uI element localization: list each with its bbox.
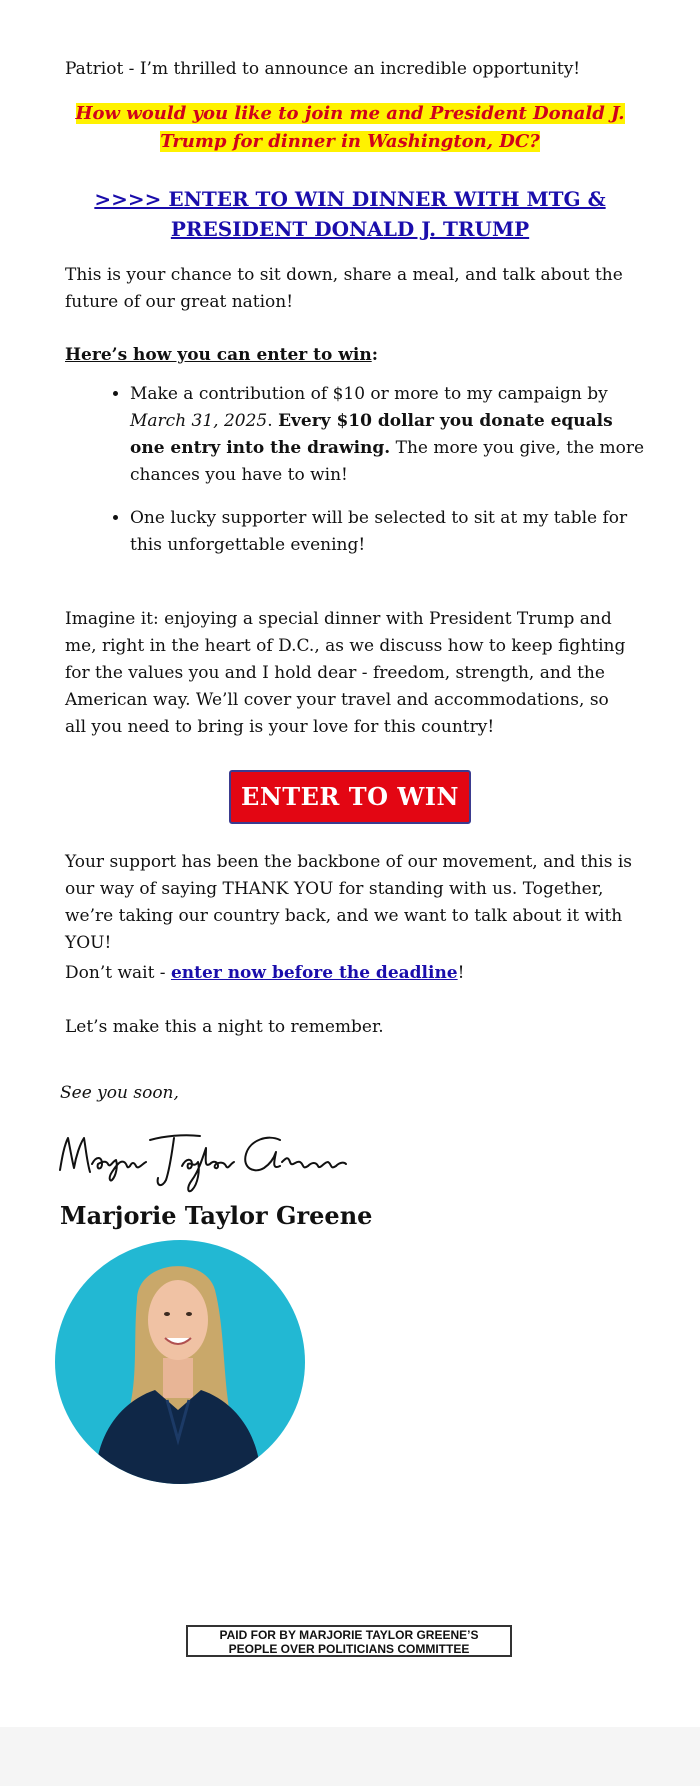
support-paragraph: Your support has been the backbone of our movement, and this is our way of saying THANK YOU for standing with us. Together, we’re taking our country back, and we want to talk about it with YOU!	[65, 852, 632, 953]
highlighted-question	[65, 100, 635, 156]
enter-now-link[interactable]: enter now before the deadline	[170, 963, 458, 983]
paid-for-disclaimer	[186, 1625, 512, 1657]
sign-off: See you soon,	[60, 1083, 179, 1103]
handwritten-signature	[54, 1118, 354, 1198]
how-to-enter-colon: :	[371, 345, 379, 365]
dont-wait-prefix: Don’t wait -	[65, 963, 171, 983]
list-item	[130, 381, 650, 489]
enter-to-win-headline-link[interactable]	[65, 184, 635, 244]
how-to-enter-heading	[65, 342, 378, 369]
rule-1-part-1: Make a contribution of $10 or more to my campaign by	[130, 384, 608, 404]
sender-name: Marjorie Taylor Greene	[60, 1201, 373, 1230]
list-item: • One lucky supporter will be selected to sit at my table for this unforgettable evening!	[130, 505, 650, 559]
how-to-enter-label: Here’s how you can enter to win	[65, 345, 372, 365]
footer-bar	[0, 1727, 700, 1786]
greeting-text: Patriot - I’m thrilled to announce an incredible opportunity!	[65, 59, 581, 79]
dont-wait-suffix: !	[457, 963, 465, 983]
dont-wait-paragraph	[65, 960, 635, 987]
portrait-photo	[55, 1240, 305, 1484]
remember-paragraph: Let’s make this a night to remember.	[65, 1017, 384, 1037]
cta-container	[65, 770, 635, 824]
rule-1-date: March 31, 2025	[130, 411, 268, 431]
highlight-line-1: How would you like to join me and President Donald J.	[75, 103, 625, 124]
highlight-line-2: Trump for dinner in Washington, DC?	[160, 131, 540, 152]
imagine-paragraph: Imagine it: enjoying a special dinner with President Trump and me, right in the heart of D.C., as we discuss how to keep fighting for the values you and I hold dear - freedom, strength, and the American way. We’ll cover your travel and accommodations, so all you need to bring is your love for this country!	[65, 609, 626, 737]
rule-1-bold: Every $10 dollar you donate equals one entry into the drawing.	[130, 411, 613, 458]
rule-1-part-2: .	[267, 411, 279, 431]
disclaimer-line-2: PEOPLE OVER POLITICIANS COMMITTEE	[228, 1642, 470, 1656]
intro-paragraph: This is your chance to sit down, share a meal, and talk about the future of our great nation!	[65, 265, 623, 312]
enter-to-win-button[interactable]: ENTER TO WIN	[229, 770, 471, 824]
entry-rules-list	[65, 381, 650, 575]
rule-1-part-3: The more you give, the more chances you have to win!	[130, 438, 645, 485]
disclaimer-line-1: PAID FOR BY MARJORIE TAYLOR GREENE’S	[219, 1628, 479, 1642]
headline-link-line-2[interactable]: PRESIDENT DONALD J. TRUMP	[170, 217, 530, 241]
headline-link-line-1[interactable]: >>>> ENTER TO WIN DINNER WITH MTG &	[94, 187, 606, 211]
